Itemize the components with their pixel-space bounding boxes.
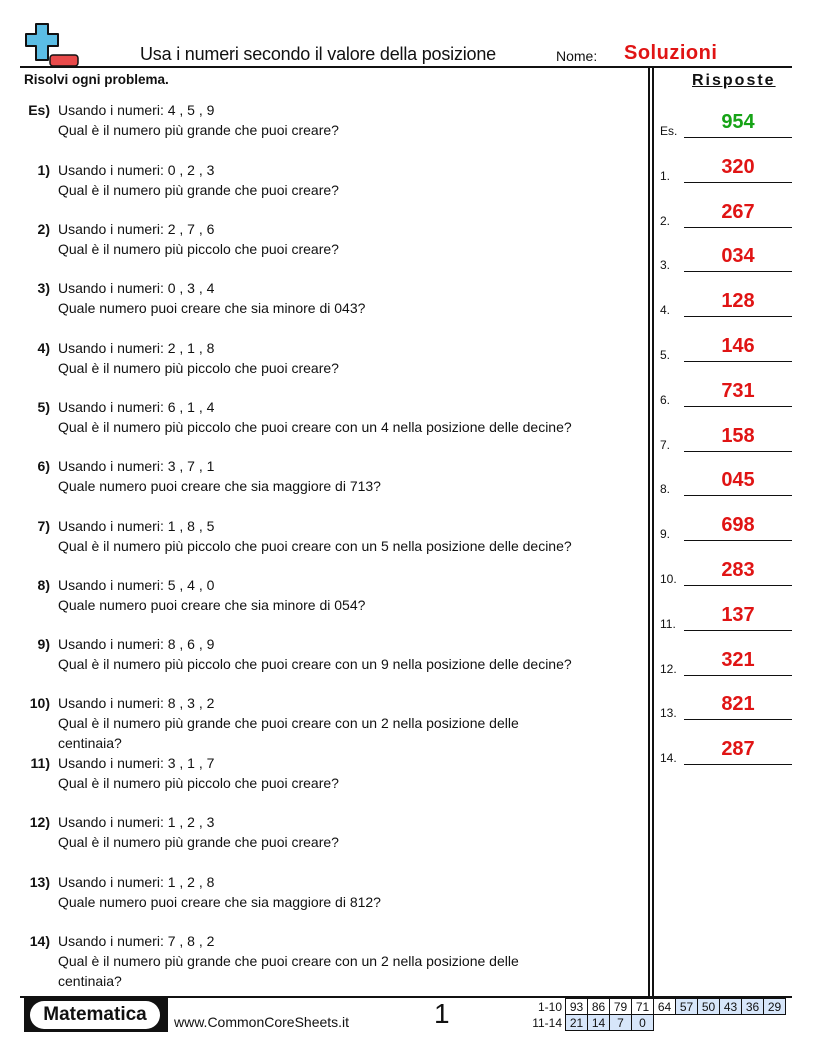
problem-digits: Usando i numeri: 8 , 6 , 9 [58, 636, 215, 652]
problem-digits: Usando i numeri: 0 , 2 , 3 [58, 162, 215, 178]
problem-question: Qual è il numero più grande che puoi creare con un 2 nella posizione delle [58, 715, 519, 731]
answer-line [684, 585, 792, 586]
problem-digits: Usando i numeri: 1 , 2 , 8 [58, 874, 215, 890]
score-cell: 79 [610, 999, 632, 1015]
answer-label: 9. [660, 527, 671, 542]
page-number: 1 [434, 998, 450, 1029]
problem-question: Quale numero puoi creare che sia maggiore di 713? [58, 478, 381, 494]
score-cell: 71 [632, 999, 654, 1015]
answer-line [684, 361, 792, 362]
problem-number: Es) [28, 102, 50, 118]
answer-label: Es. [660, 124, 678, 138]
answer-value: 158 [721, 424, 755, 447]
score-row-label: 11-14 [532, 1015, 562, 1030]
answer-label: 2. [660, 213, 671, 228]
header-divider [20, 66, 792, 68]
answer-value: 137 [721, 603, 755, 626]
problem-number: 14) [29, 933, 50, 949]
problem-question: Qual è il numero più grande che puoi creare? [58, 834, 339, 850]
answer-8 [660, 458, 792, 498]
problem-digits: Usando i numeri: 4 , 5 , 9 [58, 102, 215, 118]
answer-label: 13. [660, 706, 677, 721]
answer-7 [660, 414, 792, 454]
answer-13 [660, 682, 792, 722]
answer-1 [660, 145, 792, 185]
problem-question: Qual è il numero più piccolo che puoi creare? [58, 241, 339, 257]
answer-line [684, 719, 792, 720]
answer-example [660, 100, 792, 140]
answer-9 [660, 503, 792, 543]
answer-line [684, 495, 792, 496]
answer-label: 5. [660, 348, 671, 362]
problem-digits: Usando i numeri: 2 , 7 , 6 [58, 221, 215, 237]
answers-heading: Risposte [692, 72, 776, 89]
problem-number: 12) [29, 814, 50, 830]
problem-number: 13) [29, 874, 50, 890]
answer-line [684, 182, 792, 183]
answer-value: 128 [721, 290, 755, 313]
score-cell: 50 [698, 999, 720, 1015]
score-cell: 14 [588, 1015, 610, 1031]
answer-value: 287 [721, 738, 755, 761]
answer-12 [660, 638, 792, 678]
problem-digits: Usando i numeri: 3 , 1 , 7 [58, 755, 215, 771]
brand-logo [24, 998, 168, 1032]
problem-digits: Usando i numeri: 0 , 3 , 4 [58, 280, 215, 296]
score-cell: 29 [764, 999, 786, 1015]
answer-value: 283 [721, 559, 755, 581]
problem-number: 5) [37, 399, 50, 415]
problem-question: Qual è il numero più grande che puoi creare? [58, 182, 339, 198]
problem-question-cont: centinaia? [58, 973, 122, 989]
problem-number: 2) [37, 221, 50, 237]
instructions: Risolvi ogni problema. [24, 72, 169, 87]
score-cell: 43 [720, 999, 742, 1015]
answer-line [684, 227, 792, 228]
problem-number: 10) [29, 695, 50, 711]
site-url: www.CommonCoreSheets.it [174, 1014, 350, 1030]
problem-digits: Usando i numeri: 1 , 2 , 3 [58, 814, 215, 830]
problem-number: 9) [37, 636, 50, 652]
answer-line [684, 630, 792, 631]
answer-label: 1. [660, 168, 671, 183]
answer-label: 12. [660, 661, 677, 676]
answer-4 [660, 279, 792, 319]
answer-label: 8. [660, 482, 671, 497]
problem-digits: Usando i numeri: 5 , 4 , 0 [58, 577, 215, 593]
answer-label: 6. [660, 392, 671, 407]
plus-minus-icon [24, 22, 80, 68]
problem-question: Quale numero puoi creare che sia minore di 054? [58, 597, 366, 613]
score-cell: 21 [566, 1015, 588, 1031]
answer-label: 11. [660, 616, 676, 631]
problem-question: Qual è il numero più piccolo che puoi creare con un 9 nella posizione delle decine? [58, 656, 572, 672]
problem-number: 11) [30, 755, 50, 771]
answer-11 [660, 593, 792, 633]
problem-number: 6) [37, 458, 50, 474]
answer-14 [660, 727, 792, 767]
answer-value: 045 [721, 469, 755, 492]
problem-question: Quale numero puoi creare che sia maggiore di 812? [58, 894, 381, 910]
problem-question: Qual è il numero più grande che puoi creare? [58, 122, 339, 138]
answer-label: 10. [660, 572, 677, 586]
answer-5 [660, 324, 792, 364]
answer-value: 267 [721, 200, 755, 223]
score-cell: 86 [588, 999, 610, 1015]
score-cell: 0 [632, 1015, 654, 1031]
answer-10 [660, 548, 792, 588]
answer-value: 821 [721, 693, 755, 716]
problem-question: Qual è il numero più piccolo che puoi creare? [58, 775, 339, 791]
score-cell: 93 [566, 999, 588, 1015]
problem-question: Qual è il numero più grande che puoi creare con un 2 nella posizione delle [58, 953, 519, 969]
problem-digits: Usando i numeri: 6 , 1 , 4 [58, 399, 215, 415]
problem-digits: Usando i numeri: 2 , 1 , 8 [58, 340, 215, 356]
answer-value: 146 [721, 335, 755, 357]
problem-digits: Usando i numeri: 7 , 8 , 2 [58, 933, 215, 949]
answer-label: 3. [660, 258, 671, 273]
answer-line [684, 451, 792, 452]
problem-question: Qual è il numero più piccolo che puoi creare con un 5 nella posizione delle decine? [58, 538, 572, 554]
score-cell: 7 [610, 1015, 632, 1031]
problem-question: Qual è il numero più piccolo che puoi creare? [58, 360, 339, 376]
score-cell: 57 [676, 999, 698, 1015]
answer-value: 034 [721, 245, 755, 268]
answer-line [684, 540, 792, 541]
answer-line [684, 137, 792, 138]
answer-value: 954 [721, 111, 755, 133]
answer-label: 14. [660, 751, 677, 766]
score-cell: 36 [742, 999, 764, 1015]
problem-question: Qual è il numero più piccolo che puoi creare con un 4 nella posizione delle decine? [58, 419, 572, 435]
worksheet-title: Usa i numeri secondo il valore della posizione [140, 44, 496, 64]
answer-column-divider [648, 67, 654, 997]
problem-digits: Usando i numeri: 1 , 8 , 5 [58, 518, 215, 534]
problem-number: 4) [37, 340, 50, 356]
name-label: Nome: [556, 48, 598, 64]
score-row-label: 1-10 [537, 999, 562, 1014]
answer-2 [660, 190, 792, 230]
brand-label: Matematica [30, 1001, 160, 1029]
name-value: Soluzioni [624, 42, 718, 64]
problem-question: Quale numero puoi creare che sia minore di 043? [58, 300, 366, 316]
answer-3 [660, 234, 792, 274]
score-cell: 64 [654, 999, 676, 1015]
problem-digits: Usando i numeri: 8 , 3 , 2 [58, 695, 215, 711]
answer-line [684, 316, 792, 317]
answer-6 [660, 369, 792, 409]
answer-line [684, 764, 792, 765]
answer-line [684, 271, 792, 272]
answer-value: 731 [721, 379, 755, 402]
problem-digits: Usando i numeri: 3 , 7 , 1 [58, 458, 215, 474]
problem-number: 1) [37, 162, 50, 178]
answer-line [684, 675, 792, 676]
answer-value: 698 [721, 514, 755, 537]
problem-number: 7) [37, 518, 50, 534]
score-table [524, 998, 786, 1031]
answer-line [684, 406, 792, 407]
answer-value: 321 [721, 648, 755, 671]
answer-label: 7. [660, 437, 671, 452]
problem-question-cont: centinaia? [58, 735, 122, 751]
answer-value: 320 [721, 155, 755, 178]
problem-number: 3) [37, 280, 50, 296]
problem-number: 8) [37, 577, 50, 593]
answer-label: 4. [660, 303, 671, 318]
